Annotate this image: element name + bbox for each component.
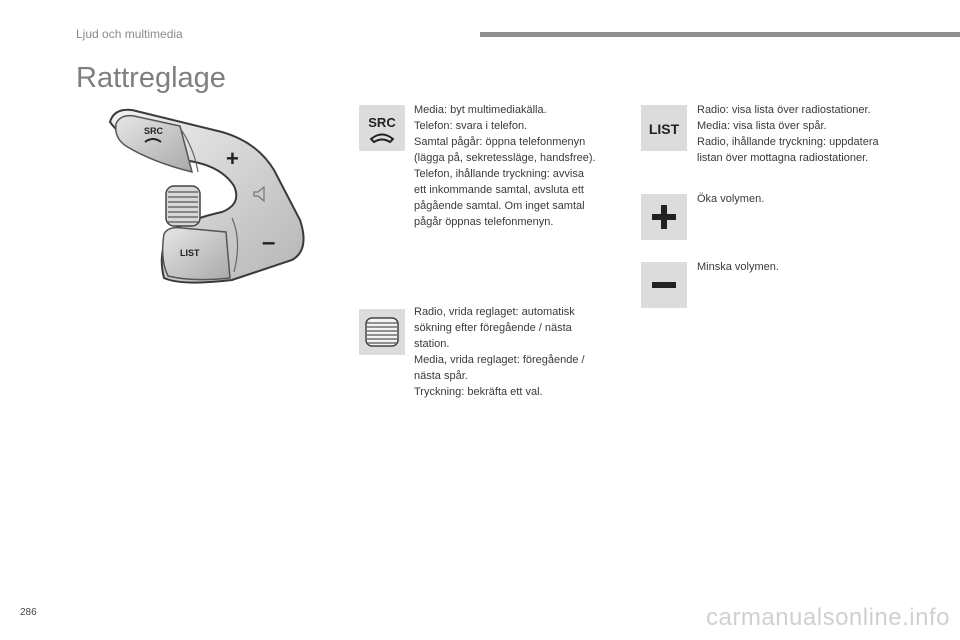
- list-icon: [641, 105, 687, 151]
- page-title: Rattreglage: [76, 62, 226, 94]
- list-icon-label: LIST: [648, 121, 680, 137]
- illustration-src-label: SRC: [144, 126, 164, 136]
- section-header: Ljud och multimedia: [76, 27, 183, 41]
- illustration-plus: +: [226, 146, 239, 171]
- watermark: carmanualsonline.info: [706, 604, 950, 631]
- minus-description: Minska volymen.: [697, 261, 779, 273]
- illustration-list-label: LIST: [180, 248, 200, 258]
- steering-control-illustration: [102, 100, 312, 290]
- list-description: Radio: visa lista över radiostationer. Media: visa lista över spår. Radio, ihållande tryckning: uppdatera listan över mottagna radiostationer.: [697, 104, 879, 164]
- wheel-description: Radio, vrida reglaget: automatisk sökning efter föregående / nästa station. Media, vrida reglaget: föregående / nästa spår. Tryckning: bekräfta ett val.: [414, 306, 585, 398]
- src-description: Media: byt multimediakälla. Telefon: svara i telefon. Samtal pågår: öppna telefonmenyn (lägga på, sekretessläge, handsfree). Telefon, ihållande tryckning: avvisa ett inkommande samtal, avsluta ett pågående samtal. Om inget samtal pågår öppnas telefonmenyn.: [414, 104, 596, 228]
- minus-icon: [641, 262, 687, 308]
- src-icon-label: SRC: [368, 115, 396, 130]
- plus-description: Öka volymen.: [697, 193, 765, 205]
- src-phone-icon: [359, 105, 405, 151]
- scroll-wheel-icon: [359, 309, 405, 355]
- illustration-minus: –: [262, 229, 276, 256]
- page-number: 286: [20, 607, 37, 618]
- plus-icon: [641, 194, 687, 240]
- header-bar: [480, 32, 960, 37]
